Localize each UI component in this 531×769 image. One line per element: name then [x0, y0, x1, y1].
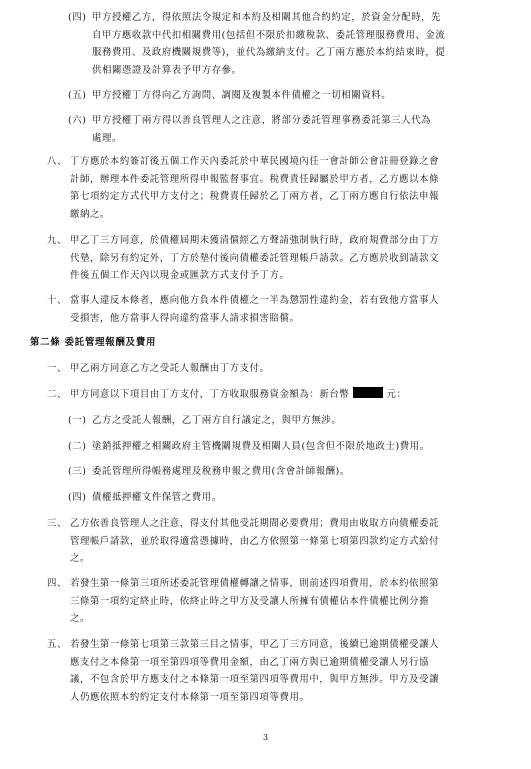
item-text: 委託管理所得帳務處理及稅務申報之費用(含會計師報酬)。	[92, 466, 350, 477]
item-text: 乙方之受託人報酬，乙丁兩方自行議定之，與甲方無涉。	[92, 415, 342, 426]
item-text: 甲乙丁三方同意，於債權屆期未獲清償經乙方聲請強制執行時，政府規費部分由丁方 代墊，除另有約定外，丁方於墊付後向債權委託管理帳戶請款。乙方應於收到請款文 件後五個工作天內以現金或匯款方式支付予丁方。	[70, 235, 440, 281]
item-label: 四、	[47, 578, 67, 589]
item-label: (一)	[68, 415, 87, 426]
item-text: 塗銷抵押權之相關政府主管機關規費及相關人員(包含但不限於地政士)費用。	[92, 441, 430, 452]
item-label: 二、	[47, 389, 67, 400]
redacted-amount	[353, 387, 383, 398]
item-text	[70, 386, 406, 404]
item-label: 一、	[47, 363, 67, 374]
item-text: 若發生第一條第三項所述委託管理債權轉讓之情事，則前述四項費用，於本約依照第 三條第一項約定終止時，依終止時之甲方及受讓人所擁有債權佔本件債權比例分擔 之。	[70, 578, 440, 624]
fee-suffix: 元：	[386, 389, 407, 400]
item-text: 甲方授權丁兩方得以善良管理人之注意，將部分委託管理事務委託第三人代為 處理。	[92, 115, 432, 144]
page-number: 3	[262, 733, 269, 742]
item-label: 十、	[47, 295, 67, 306]
item-label: 三、	[47, 518, 67, 529]
item-label: 五、	[47, 639, 67, 650]
item-text: 乙方依善良管理人之注意，得支付其他受託期間必要費用；費用由收取方向債權委託 管理帳戶請款，並於取得適當憑據時，由乙方依照第一條第七項第四款約定方式給付 之。	[70, 518, 440, 564]
item-label: (四)	[68, 492, 87, 503]
item-label: (二)	[68, 441, 87, 452]
item-text: 債權抵押權文件保管之費用。	[92, 492, 222, 503]
fee-text: 甲方同意以下項目由丁方支付，丁方收取服務資金額為：新台幣	[70, 389, 350, 400]
item-label: (四)	[68, 12, 87, 23]
item-label: 八、	[47, 156, 67, 167]
item-text: 甲方授權乙方，得依照法令規定和本約及相關其他合約約定，於資金分配時，先 自甲方應收款中代扣相關費用(包括但不限於扣繳稅款、委託管理服務費用、金流 服務費用、及政府機關規費等)，並代為繳納支付。乙丁兩方應於本約結束時，提 供相關憑證及計算表予甲方存參。	[92, 12, 446, 76]
item-text: 丁方應於本約簽訂後五個工作天內委託於中華民國境內任一會計師公會註冊登錄之會 計師，辦理本件委託管理所得申報監督事宜。稅費責任歸屬於甲方者，乙方應以本條 第七項約定方式代甲方支付之；稅費責任歸於乙丁兩方者，乙丁兩方應自行依法申報 繳納之。	[70, 156, 440, 220]
item-label: 九、	[47, 235, 67, 246]
item-text: 甲乙兩方同意乙方之受託人報酬由丁方支付。	[70, 363, 270, 374]
item-text: 當事人違反本條者，應向他方負本件債權之一半為懲罰性違約金，若有致他方當事人 受損害，他方當事人得向違約當事人請求損害賠償。	[70, 295, 440, 324]
item-label: (五)	[68, 90, 87, 101]
item-text: 若發生第一條第七項第三款第三目之情事，甲乙丁三方同意，後續已逾期債權受讓人 應支付之本條第一項至第四項等費用金額，由乙丁兩方與已逾期債權受讓人另行協 議，不包含於甲方應支付之本條第一項至第四項等費用中，與甲方無涉。甲方及受讓 人仍應依照本約約定支付本條第一項至第四項等費用。	[70, 639, 440, 703]
article-heading: 第二條 委託管理報酬及費用	[30, 337, 157, 348]
item-text: 甲方授權丁方得向乙方詢問、調閱及複製本件債權之一切相關資料。	[92, 90, 392, 101]
item-label: (三)	[68, 466, 87, 477]
item-label: (六)	[68, 115, 87, 126]
